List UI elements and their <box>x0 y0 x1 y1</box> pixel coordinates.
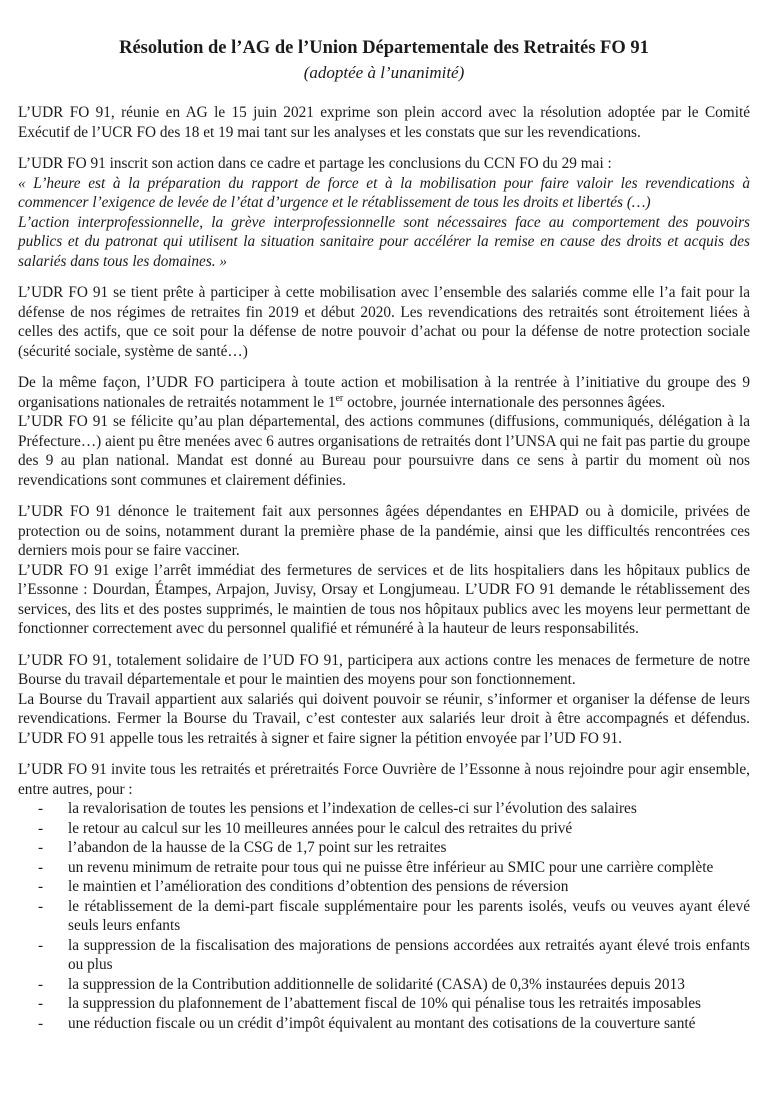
bullet-dash: - <box>38 897 44 915</box>
document-title: Résolution de l’AG de l’Union Départementale des Retraités FO 91 <box>119 38 649 58</box>
list-item-text: l’abandon de la hausse de la CSG de 1,7 point sur les retraites <box>68 839 447 856</box>
list-item-text: un revenu minimum de retraite pour tous qui ne puisse être inférieur au SMIC pour une carrière complète <box>68 858 714 876</box>
list-item <box>18 1014 750 1034</box>
list-item-text: la suppression du plafonnement de l’abattement fiscal de 10% qui pénalise tous les retraités imposables <box>68 995 701 1012</box>
document-subtitle: (adoptée à l’unanimité) <box>303 63 465 82</box>
list-item <box>18 994 750 1014</box>
bullet-dash: - <box>38 878 44 895</box>
bullet-dash: - <box>38 800 44 817</box>
list-item <box>18 838 750 858</box>
bullet-dash: - <box>38 995 44 1012</box>
quote-line-1: « L’heure est à la préparation du rapport de force et à la mobilisation pour faire valoir les revendications à commencer l’exigence de levée de l’état d’urgence et le rétablissement de tous les droits et libertés (…) <box>18 174 750 211</box>
paragraph-ccn-intro: L’UDR FO 91 inscrit son action dans ce cadre et partage les conclusions du CCN FO du 29 mai : <box>18 155 612 172</box>
list-item <box>18 897 750 936</box>
paragraph-invitation: L’UDR FO 91 invite tous les retraités et préretraités Force Ouvrière de l’Essonne à nous rejoindre pour agir ensemble, entre autres, pour : <box>18 761 750 798</box>
list-item <box>18 819 750 839</box>
list-item-text: la suppression de la Contribution additionnelle de solidarité (CASA) de 0,3% instaurées depuis 2013 <box>68 975 685 993</box>
list-item <box>18 877 750 897</box>
paragraph-rentree-suite: octobre, journée internationale des personnes âgées. <box>343 393 666 411</box>
paragraph-group-actions-communes <box>18 373 750 490</box>
paragraph-solidaire: L’UDR FO 91, totalement solidaire de l’UD FO 91, participera aux actions contre les menaces de fermeture de notre Bourse du travail départementale et pour le maintien des moyens pour son fonctionnement. <box>18 651 750 688</box>
paragraph-hopitaux: L’UDR FO 91 exige l’arrêt immédiat des fermetures de services et de lits hospitaliers dans les hôpitaux publics de l’Essonne : Dourdan, Étampes, Arpajon, Juvisy, Orsay et Longjumeau. L’UDR FO 91 demande le rétablissement des services, des lits et des postes supprimés, le maintien de tous nos hôpitaux publics avec les moyens leur permettant de fonctionner correctement avec du personnel qualifié et rémunéré à la hauteur de leurs responsabilités. <box>18 561 750 637</box>
list-item-text: une réduction fiscale ou un crédit d’impôt équivalent au montant des cotisations de la couverture santé <box>68 1014 696 1032</box>
paragraph-rentree <box>18 373 750 412</box>
paragraph-ehpad: L’UDR FO 91 dénonce le traitement fait aux personnes âgées dépendantes en EHPAD ou à domicile, privées de protection ou de soins, notamment durant la première phase de la pandémie, ainsi que les difficultés rencontrées ces derniers mois pour se faire vacciner. <box>18 503 750 559</box>
bullet-dash: - <box>38 858 44 876</box>
list-item-text: la suppression de la fiscalisation des majorations de pensions accordées aux retraités ayant élevé trois enfants ou plus <box>68 936 750 973</box>
bullet-dash: - <box>38 819 44 837</box>
paragraph-group-revendications <box>18 760 750 1033</box>
list-item <box>18 936 750 975</box>
bullet-dash: - <box>38 839 44 856</box>
paragraph-group-mobilisation <box>18 283 750 361</box>
list-item-text: la revalorisation de toutes les pensions et l’indexation de celles-ci sur l’évolution des salaires <box>68 800 637 817</box>
paragraph-group-ccn-quote <box>18 154 750 271</box>
list-item <box>18 858 750 878</box>
list-item-text: le retour au calcul sur les 10 meilleures années pour le calcul des retraites du privé <box>68 819 573 837</box>
paragraph-bourse: La Bourse du Travail appartient aux salariés qui doivent pouvoir se réunir, s’informer et organiser la défense de leurs revendications. Fermer la Bourse du Travail, c’est contester aux salariés leur droit à être accompagnés et défendus. L’UDR FO 91 appelle tous les retraités à signer et faire signer la pétition envoyée par l’UD FO 91. <box>18 690 750 747</box>
list-item-text: le maintien et l’amélioration des conditions d’obtention des pensions de réversion <box>68 878 569 895</box>
superscript-er: er <box>335 392 344 404</box>
paragraph-group-sante <box>18 502 750 639</box>
paragraph-group-accord <box>18 103 750 142</box>
paragraph-group-bourse-du-travail <box>18 651 750 749</box>
paragraph-departemental: L’UDR FO 91 se félicite qu’au plan départemental, des actions communes (diffusions, communiqués, délégation à la Préfecture…) aient pu être menées avec 6 autres organisations de retraités dont l’UNSA qui ne fait pas partie du groupe des 9 au plan national. Mandat est donné au Bureau pour poursuivre dans ce sens à partir du moment où nos revendications sont communes et clairement définies. <box>18 413 750 489</box>
list-item <box>18 975 750 995</box>
list-item <box>18 799 750 819</box>
bullet-dash: - <box>38 936 44 954</box>
list-item-text: le rétablissement de la demi-part fiscale supplémentaire pour les parents isolés, veufs ou veuves ayant élevé seuls leurs enfants <box>68 897 750 934</box>
bullet-dash: - <box>38 1014 44 1032</box>
bullet-dash: - <box>38 975 44 993</box>
revendications-list <box>18 799 750 1033</box>
quote-line-2: L’action interprofessionnelle, la grève interprofessionnelle sont nécessaires face au comportement des pouvoirs publics et du patronat qui utilisent la situation sanitaire pour accélérer la remise en cause des droits et acquis des salariés dans tous les domaines. » <box>18 213 750 270</box>
paragraph-accord: L’UDR FO 91, réunie en AG le 15 juin 2021 exprime son plein accord avec la résolution adoptée par le Comité Exécutif de l’UCR FO des 18 et 19 mai tant sur les analyses et les constats que sur les revendications. <box>18 104 750 141</box>
paragraph-rentree-text: De la même façon, l’UDR FO participera à toute action et mobilisation à la rentrée à l’initiative du groupe des 9 organisations nationales de retraités notamment le 1 <box>18 374 750 411</box>
paragraph-mobilisation: L’UDR FO 91 se tient prête à participer à cette mobilisation avec l’ensemble des salariés comme elle l’a fait pour la défense de nos régimes de retraites fin 2019 et début 2020. Les revendications des retraités sont étroitement liées à celles des actifs, que ce soit pour la défense de notre pouvoir d’achat ou pour la défense de notre protection sociale (sécurité sociale, système de santé…) <box>18 284 750 360</box>
